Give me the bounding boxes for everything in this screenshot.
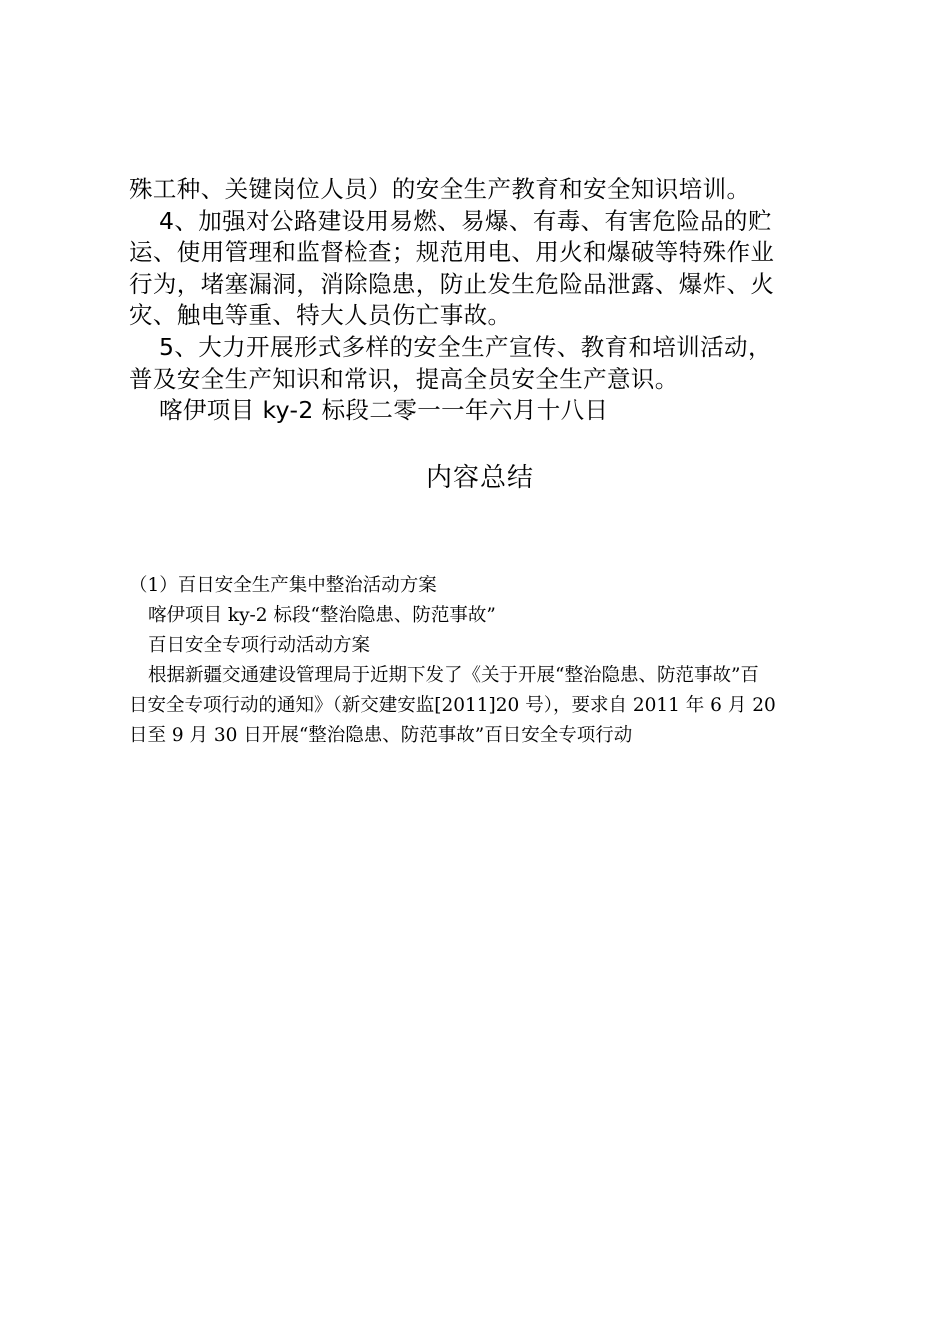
summary-line: 百日安全专项行动活动方案: [148, 635, 371, 656]
summary-line: 喀伊项目 ky-2 标段“整治隐患、防范事故”: [148, 605, 496, 626]
body-text: [129, 174, 829, 427]
summary-text: [129, 571, 839, 751]
body-line: 行为，堵塞漏洞，消除隐患，防止发生危险品泄露、爆炸、火: [129, 269, 775, 298]
body-line: 运、使用管理和监督检查；规范用电、用火和爆破等特殊作业: [129, 238, 775, 267]
summary-line: （1）百日安全生产集中整治活动方案: [129, 575, 437, 596]
body-line: 5、大力开展形式多样的安全生产宣传、教育和培训活动，: [159, 332, 772, 361]
body-line: 4、加强对公路建设用易燃、易爆、有毒、有害危险品的贮: [159, 206, 772, 235]
body-line: 灾、触电等重、特大人员伤亡事故。: [129, 301, 512, 330]
body-line: 普及安全生产知识和常识，提高全员安全生产意识。: [129, 364, 679, 393]
summary-title: 内容总结: [425, 463, 534, 493]
body-line: 殊工种、关键岗位人员）的安全生产教育和安全知识培训。: [129, 175, 751, 203]
summary-line: 日安全专项行动的通知》（新交建安监[2011]20 号），要求自 2011 年 6 月 20: [129, 695, 776, 716]
summary-line: 根据新疆交通建设管理局于近期下发了《关于开展“整治隐患、防范事故”百: [148, 665, 759, 686]
signature-date-line: 喀伊项目 ky-2 标段二零一一年六月十八日: [159, 396, 609, 425]
summary-line: 日至 9 月 30 日开展“整治隐患、防范事故”百日安全专项行动: [129, 725, 633, 746]
